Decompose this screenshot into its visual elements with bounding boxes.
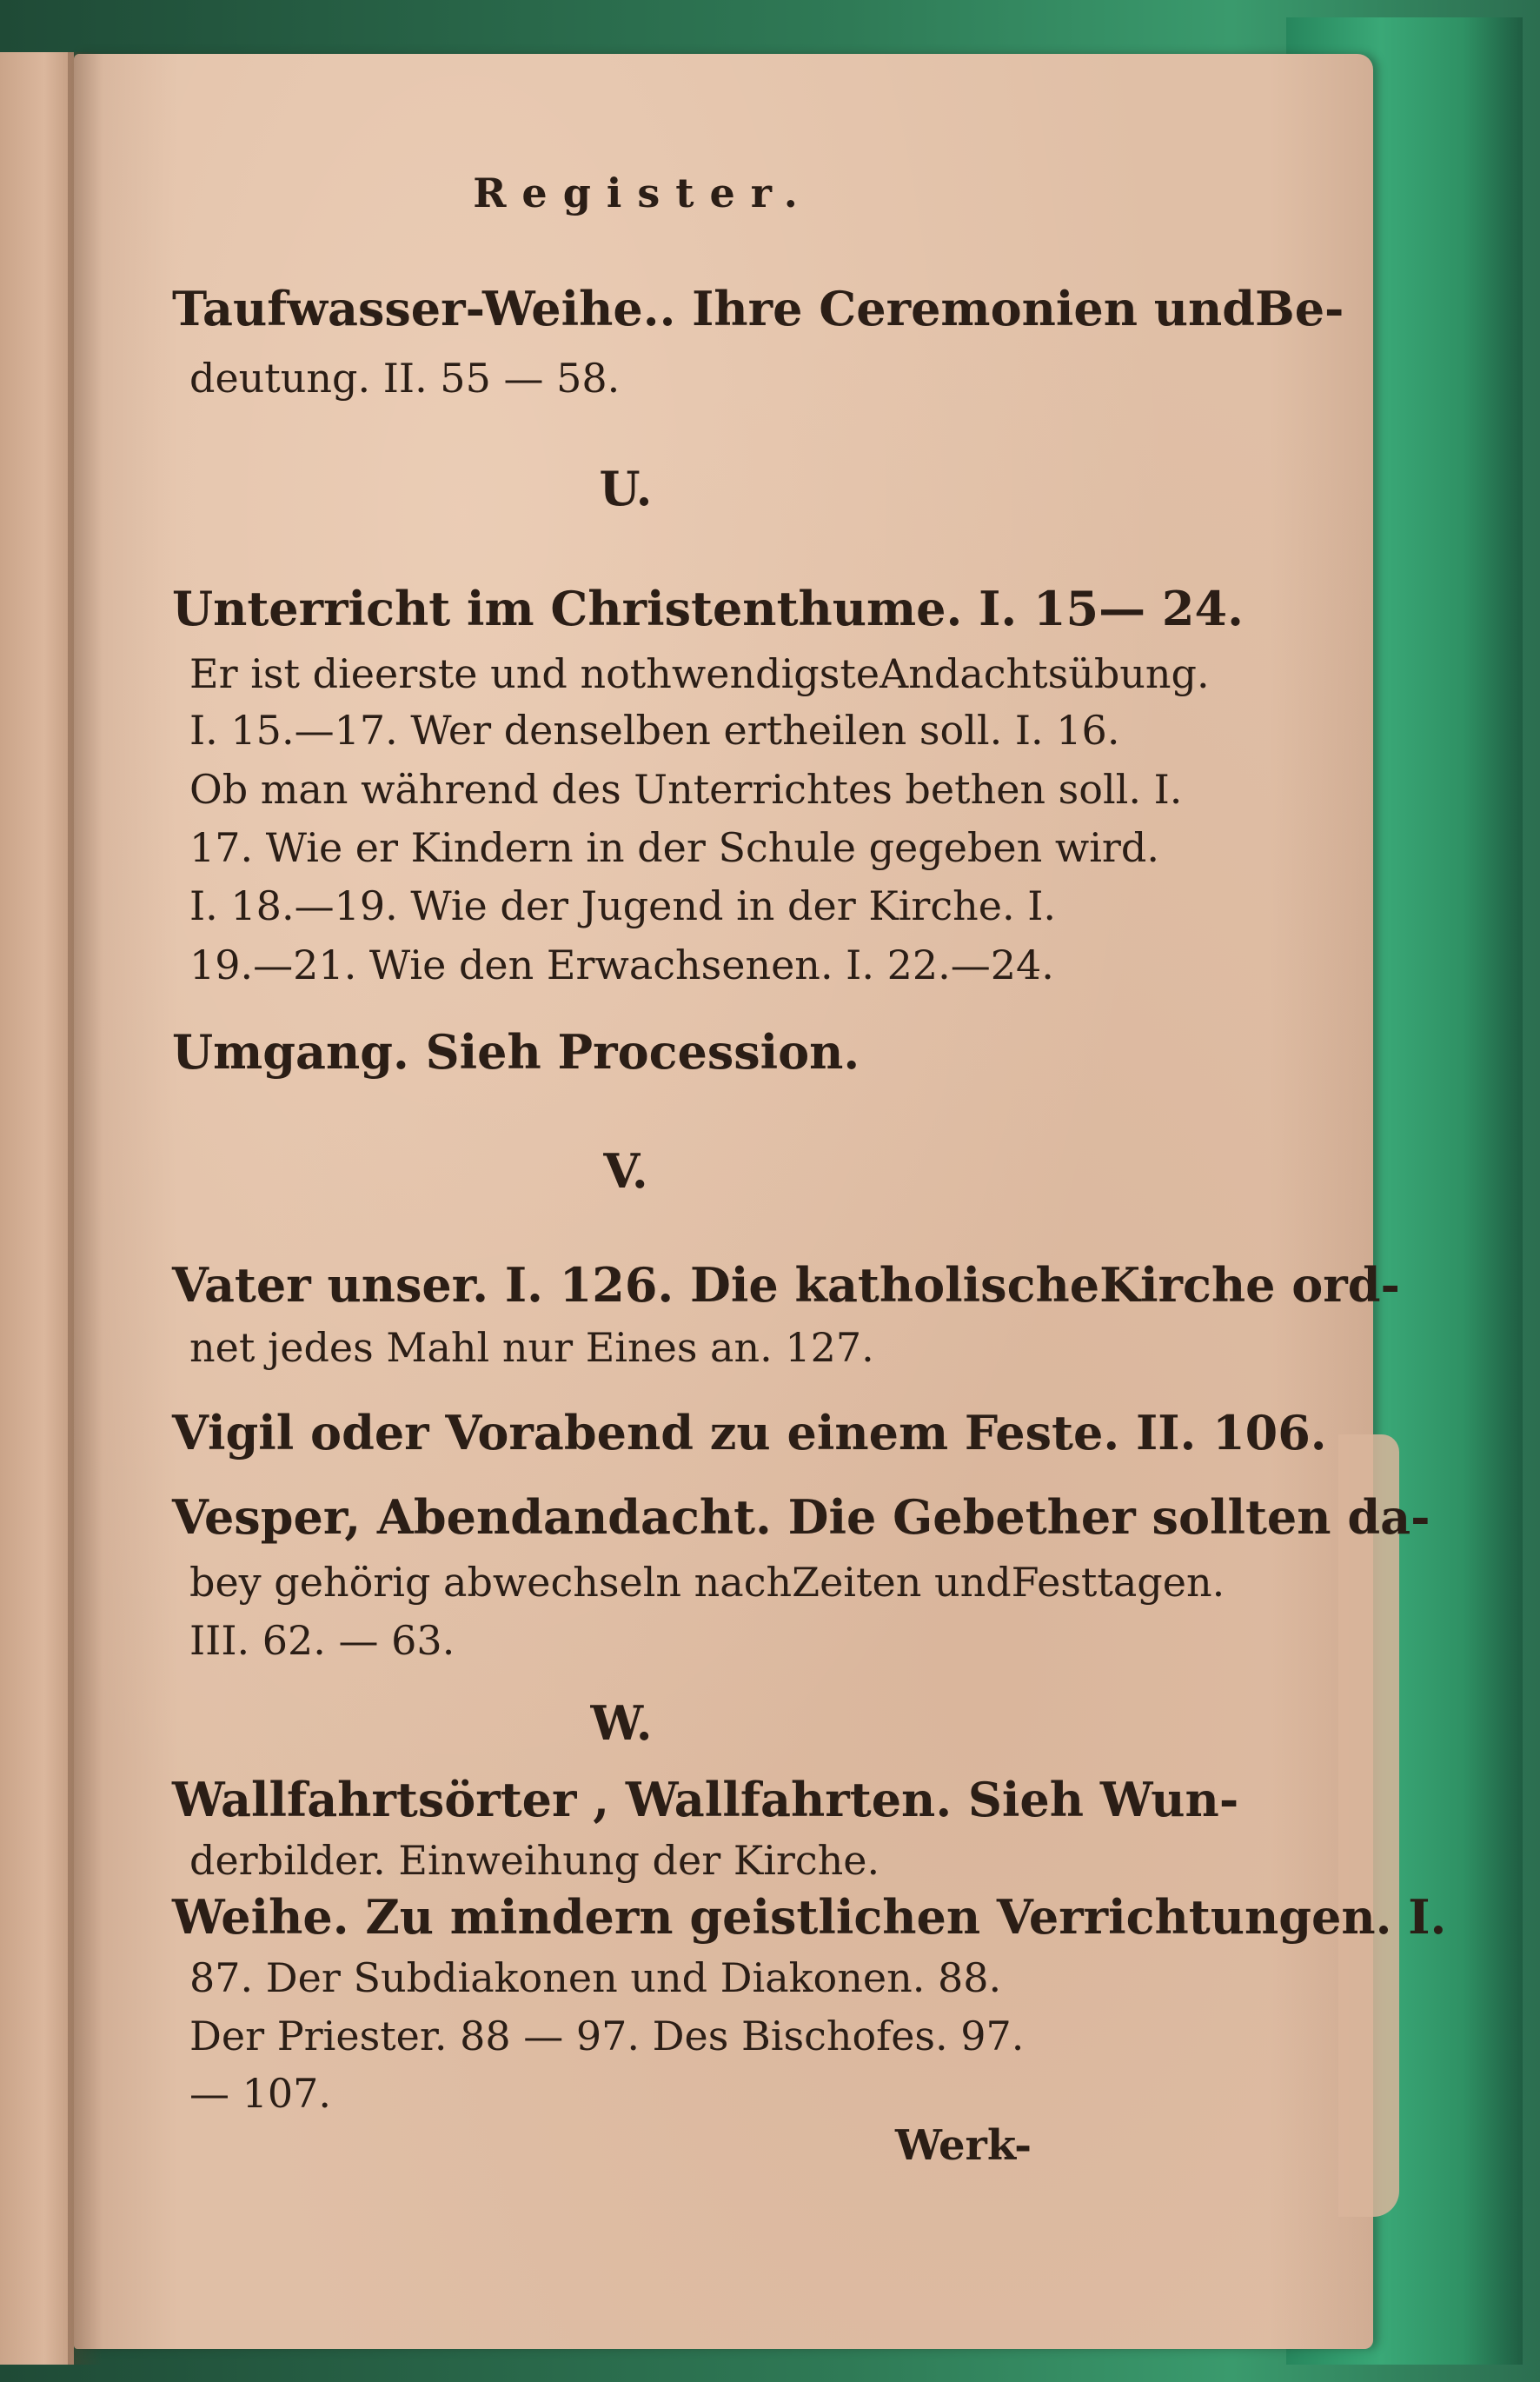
section-letter: W.: [590, 1695, 653, 1751]
catchword: Werk-: [895, 2121, 1032, 2170]
entry-line: I. 15.—17. Wer denselben ertheilen soll. I. 16.: [189, 707, 1120, 754]
entry-line: Unterricht im Christenthume. I. 15— 24.: [172, 581, 1244, 636]
section-letter: U.: [599, 461, 653, 516]
entry-line: Der Priester. 88 — 97. Des Bischofes. 97.: [189, 2013, 1025, 2059]
entry-line: — 107.: [189, 2070, 332, 2117]
entry-line: Ob man während des Unterrichtes bethen soll. I.: [189, 766, 1183, 813]
torn-page-edge: [1338, 1434, 1399, 2217]
entry-line: Vater unser. I. 126. Die katholischeKirche ord-: [172, 1257, 1400, 1313]
section-letter: V.: [603, 1143, 648, 1199]
entry-line: net jedes Mahl nur Eines an. 127.: [189, 1324, 874, 1371]
entry-line: 87. Der Subdiakonen und Diakonen. 88.: [189, 1954, 1002, 2001]
entry-line: III. 62. — 63.: [189, 1617, 455, 1664]
entry-line: 17. Wie er Kindern in der Schule gegeben wird.: [189, 824, 1159, 871]
entry-line: Weihe. Zu mindern geistlichen Verrichtungen. I.: [172, 1889, 1447, 1945]
left-page-edge: [0, 52, 74, 2365]
entry-line: derbilder. Einweihung der Kirche.: [189, 1837, 880, 1884]
entry-line: Vigil oder Vorabend zu einem Feste. II. 106.: [172, 1405, 1327, 1460]
page-header: Register.: [473, 170, 813, 216]
entry-line: Wallfahrtsörter , Wallfahrten. Sieh Wun-: [172, 1772, 1239, 1827]
entry-line: Umgang. Sieh Procession.: [172, 1024, 860, 1080]
entry-line: I. 18.—19. Wie der Jugend in der Kirche. I.: [189, 882, 1057, 929]
entry-line: 19.—21. Wie den Erwachsenen. I. 22.—24.: [189, 941, 1054, 988]
spine-shadow: [68, 52, 103, 2365]
entry-line: bey gehörig abwechseln nachZeiten undFesttagen.: [189, 1559, 1225, 1606]
entry-line: Taufwasser-Weihe.. Ihre Ceremonien undBe-: [172, 281, 1344, 336]
entry-line: deutung. II. 55 — 58.: [189, 355, 621, 402]
entry-line: Er ist dieerste und nothwendigsteAndachtsübung.: [189, 650, 1210, 697]
entry-line: Vesper, Abendandacht. Die Gebether sollten da-: [172, 1489, 1430, 1545]
